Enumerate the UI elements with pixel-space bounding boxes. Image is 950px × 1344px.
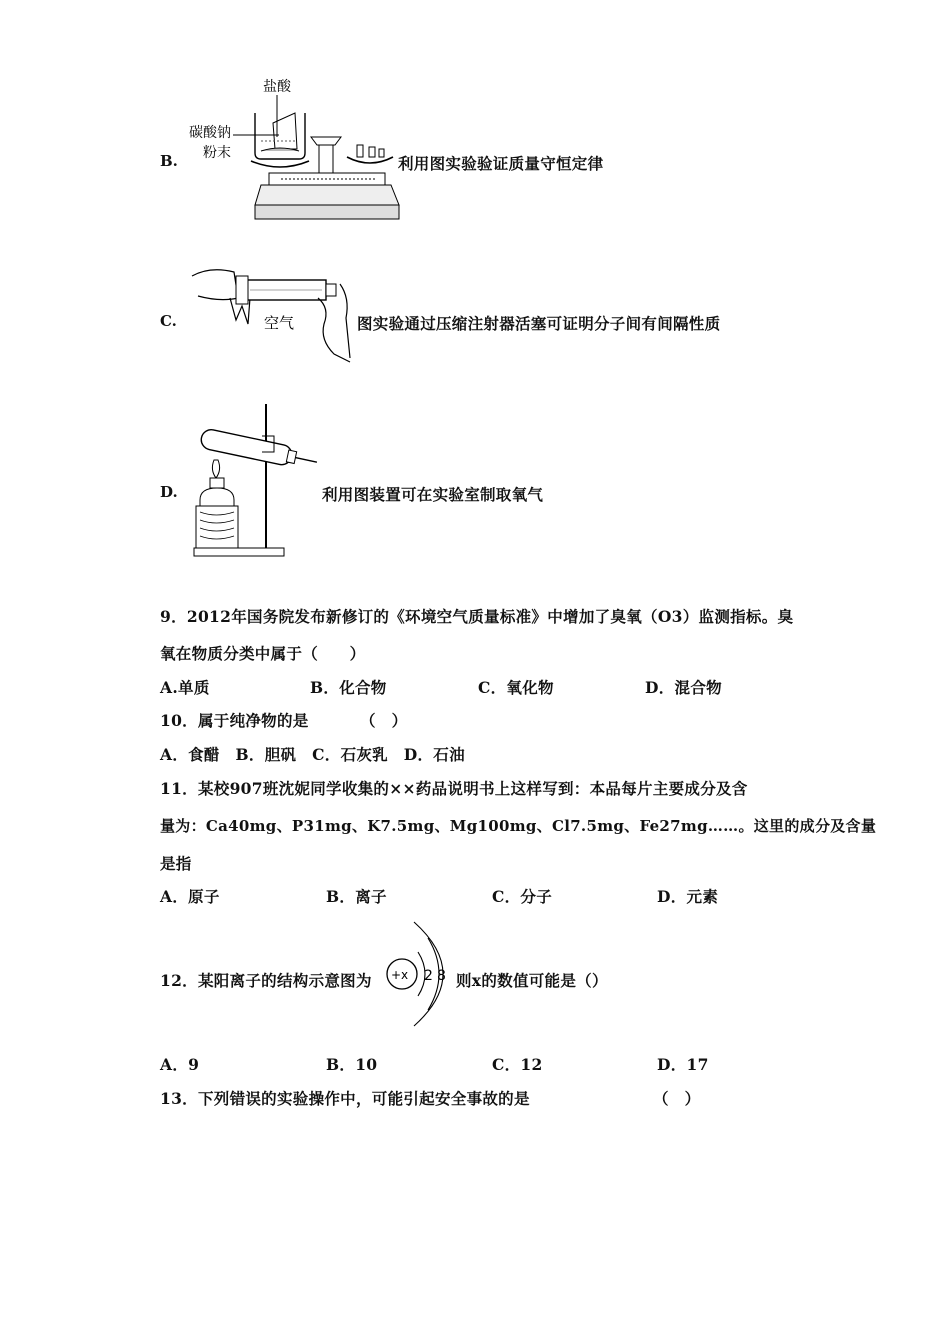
label-hydrochloric-acid: 盐酸 <box>263 79 291 95</box>
q12-option-a: A．9 <box>160 1055 200 1074</box>
q9-option-a: A.单质 <box>160 678 210 697</box>
q11-line3: 是指 <box>160 854 192 873</box>
q11-option-b: B．离子 <box>326 887 387 906</box>
q9-option-c: C．氧化物 <box>478 678 554 697</box>
q12-option-d: D．17 <box>657 1055 709 1074</box>
q12-option-c: C．12 <box>492 1055 543 1074</box>
q13-paren: （ ） <box>653 1089 701 1108</box>
q9-line1: 9．2012年国务院发布新修订的《环境空气质量标准》中增加了臭氧（O3）监测指标。臭 <box>160 607 794 626</box>
q10-stem: 10．属于纯净物的是 <box>160 711 309 730</box>
q10-options: A．食醋 B．胆矾 C．石灰乳 D．石油 <box>160 745 465 764</box>
balance-figure <box>185 75 400 225</box>
label-air: 空气 <box>264 314 295 332</box>
option-d-letter: D. <box>160 483 178 501</box>
q12-option-b: B．10 <box>326 1055 378 1074</box>
ion-structure-diagram <box>380 918 456 1028</box>
label-powder: 粉末 <box>203 145 231 161</box>
q9-option-b: B．化合物 <box>310 678 387 697</box>
q10-paren: （ ） <box>360 711 408 730</box>
oxygen-apparatus-figure <box>190 400 320 565</box>
q11-option-d: D．元素 <box>657 887 719 906</box>
q9-option-d: D．混合物 <box>645 678 722 697</box>
option-b-text: 利用图实验验证质量守恒定律 <box>398 154 604 173</box>
q11-option-a: A．原子 <box>160 887 220 906</box>
q12-stem-after: 则x的数值可能是（） <box>456 971 608 990</box>
option-c-text: 图实验通过压缩注射器活塞可证明分子间有间隔性质 <box>357 314 721 333</box>
shell-2-electrons: 8 <box>437 968 446 984</box>
option-b-letter: B. <box>160 152 178 170</box>
q11-option-c: C．分子 <box>492 887 553 906</box>
shell-1-electrons: 2 <box>424 968 433 984</box>
q12-stem-before: 12．某阳离子的结构示意图为 <box>160 971 372 990</box>
nucleus-label: +x <box>391 968 409 982</box>
label-sodium-carbonate: 碳酸钠 <box>189 125 231 141</box>
option-d-text: 利用图装置可在实验室制取氧气 <box>322 485 544 504</box>
syringe-figure <box>190 258 355 368</box>
q9-line2: 氧在物质分类中属于（ ） <box>160 644 366 663</box>
option-c-letter: C. <box>160 312 177 330</box>
q11-line1: 11．某校907班沈妮同学收集的××药品说明书上这样写到：本品每片主要成分及含 <box>160 779 748 798</box>
q13-stem: 13．下列错误的实验操作中，可能引起安全事故的是 <box>160 1089 530 1108</box>
q11-line2: 量为：Ca40mg、P31mg、K7.5mg、Mg100mg、Cl7.5mg、Fe27mg……。这里的成分及含量 <box>160 817 877 835</box>
